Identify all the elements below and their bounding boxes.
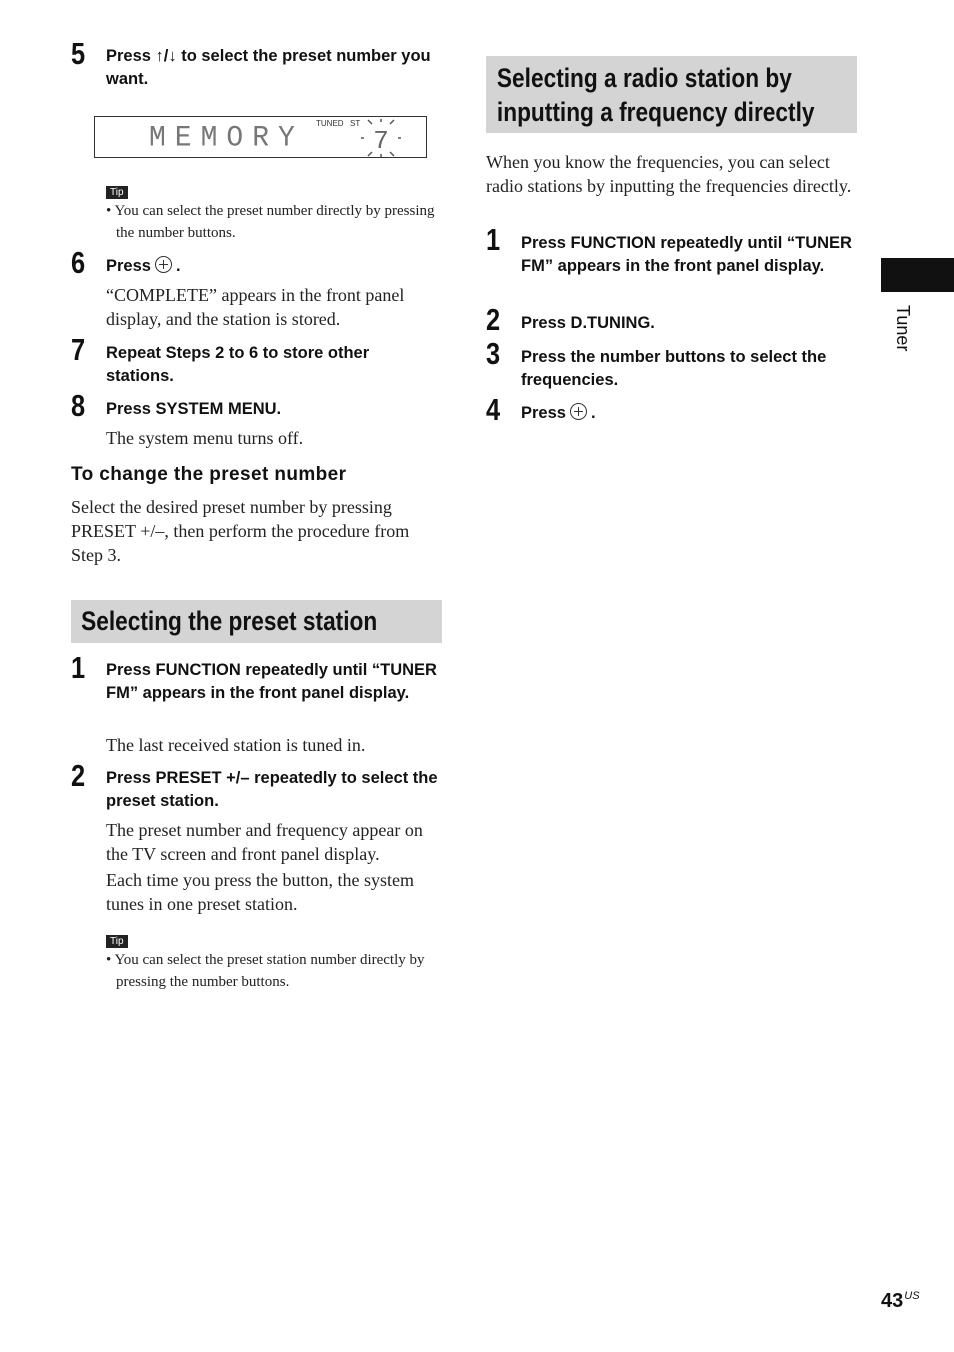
step-6-title-end: . <box>175 257 181 275</box>
preset-step-2-body-1: The preset number and frequency appear on the TV screen and front panel display. <box>106 820 423 864</box>
display-digit: 7 <box>373 126 389 156</box>
tip-badge-2: Tip <box>106 935 128 948</box>
step-7-title: Repeat Steps 2 to 6 to store other stations. <box>106 344 370 385</box>
preset-section-heading-text: Selecting the preset station <box>81 606 378 636</box>
step-5-title-pre: Press <box>106 47 156 65</box>
frequency-section-heading-text: Selecting a radio station by inputting a frequency directly <box>496 63 815 127</box>
step-6-body: “COMPLETE” appears in the front panel display, and the station is stored. <box>106 285 405 329</box>
freq-step-4-title-text: Press <box>521 404 566 422</box>
change-preset-heading: To change the preset number <box>71 464 347 485</box>
preset-step-number-2: 2 <box>71 758 86 793</box>
preset-step-number-1: 1 <box>71 650 86 685</box>
freq-step-2-title: Press D.TUNING. <box>521 314 655 332</box>
preset-section-heading <box>71 600 442 643</box>
frequency-intro: When you know the frequencies, you can select radio stations by inputting the frequencies directly. <box>486 152 852 196</box>
freq-step-number-3: 3 <box>486 336 501 371</box>
front-panel-display <box>94 116 427 158</box>
enter-button-icon <box>155 256 172 273</box>
step-number-8: 8 <box>71 388 86 423</box>
change-preset-body: Select the desired preset number by pressing PRESET +/–, then perform the procedure from Step 3. <box>71 497 410 565</box>
step-8-title: Press SYSTEM MENU. <box>106 400 282 418</box>
tip-badge-1: Tip <box>106 186 128 199</box>
section-tab-marker <box>881 258 954 292</box>
step-number-5: 5 <box>71 36 86 71</box>
blinking-digit-icon <box>361 119 401 157</box>
page-number-suffix: US <box>904 1290 920 1302</box>
freq-step-number-4: 4 <box>486 392 501 427</box>
tip-2-text: • You can select the preset station number directly by pressing the number buttons. <box>106 952 425 990</box>
preset-step-1-body: The last received station is tuned in. <box>106 735 366 755</box>
up-down-arrow-icon: ↑/↓ <box>155 47 177 65</box>
preset-step-2-title: Press PRESET +/– repeatedly to select the preset station. <box>106 769 438 810</box>
page-number <box>881 1284 920 1313</box>
display-memory-text: MEMORY <box>149 122 304 155</box>
section-tab-label: Tuner <box>893 305 913 352</box>
display-st-indicator: ST <box>350 119 361 128</box>
step-8-body: The system menu turns off. <box>106 428 304 448</box>
step-6-title-text: Press <box>106 257 151 275</box>
freq-step-4-title <box>521 402 596 425</box>
preset-step-1-title: Press FUNCTION repeatedly until “TUNER FM” appears in the front panel display. <box>106 661 437 702</box>
freq-step-1-title: Press FUNCTION repeatedly until “TUNER FM” appears in the front panel display. <box>521 234 852 275</box>
step-number-7: 7 <box>71 332 86 367</box>
tip-1-text: • You can select the preset number directly by pressing the number buttons. <box>106 203 435 241</box>
freq-step-number-2: 2 <box>486 302 501 337</box>
step-5-title-post: to select the preset number you want. <box>106 47 431 88</box>
preset-step-2-body-2: Each time you press the button, the system tunes in one preset station. <box>106 870 414 914</box>
freq-step-number-1: 1 <box>486 222 501 257</box>
page-number-value: 43 <box>881 1290 904 1312</box>
step-5-title <box>106 45 446 91</box>
step-6-title <box>106 255 181 278</box>
frequency-section-heading <box>486 56 857 133</box>
enter-button-icon <box>570 403 587 420</box>
freq-step-4-title-end: . <box>590 404 596 422</box>
display-tuned-indicator: TUNED <box>316 119 344 128</box>
step-number-6: 6 <box>71 245 86 280</box>
freq-step-3-title: Press the number buttons to select the frequencies. <box>521 348 827 389</box>
